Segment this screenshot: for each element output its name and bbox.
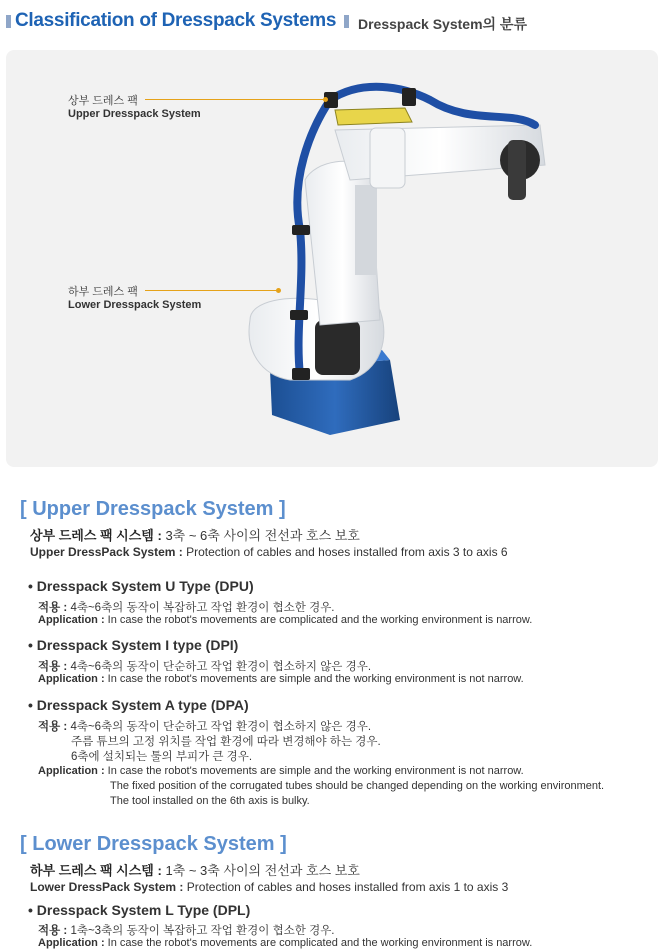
dpu-application-english: Application : In case the robot's movements are complicated and the working environment is narrow.	[38, 614, 533, 626]
lower-callout-leader-line	[145, 290, 278, 291]
lower-section-heading	[20, 833, 287, 856]
dpa-application-english-line-2: The fixed position of the corrugated tubes should be changed depending on the working environment.	[110, 780, 605, 792]
upper-section-heading	[20, 498, 286, 521]
dpi-application-english: Application : In case the robot's movements are simple and the working environment is not narrow.	[38, 673, 524, 685]
lower-summary-korean	[30, 860, 360, 879]
upper-heading-text: Upper Dresspack System	[32, 498, 274, 520]
dpu-title: • Dresspack System U Type (DPU)	[28, 578, 254, 594]
lower-heading-text: Lower Dresspack System	[32, 833, 275, 855]
upper-summary-korean-text: 3축 ~ 6축 사이의 전선과 호스 보호	[165, 528, 360, 543]
subtitle-accent-bar	[344, 15, 349, 28]
lower-callout-korean: 하부 드레스 팩	[68, 286, 138, 298]
upper-heading-bracket-open: [	[20, 498, 27, 520]
dpl-application-korean: 적용 : 1축~3축의 동작이 복잡하고 작업 환경이 협소한 경우.	[38, 925, 335, 937]
upper-callout-korean: 상부 드레스 팩	[68, 95, 138, 107]
upper-callout-english: Upper Dresspack System	[68, 108, 201, 120]
lower-summary-english	[30, 880, 508, 894]
upper-summary-english	[30, 545, 508, 559]
upper-summary-english-text: Protection of cables and hoses installed from axis 3 to axis 6	[186, 545, 508, 559]
lower-summary-korean-label: 하부 드레스 팩 시스템 :	[30, 863, 162, 878]
dpi-title: • Dresspack System I type (DPI)	[28, 637, 239, 653]
upper-summary-korean-label: 상부 드레스 팩 시스템 :	[30, 528, 162, 543]
lower-summary-english-label: Lower DressPack System :	[30, 880, 184, 894]
dpa-application-english-line-3: The tool installed on the 6th axis is bulky.	[110, 795, 310, 807]
lower-summary-english-text: Protection of cables and hoses installed from axis 1 to axis 3	[186, 880, 509, 894]
page-title: Classification of Dresspack Systems	[15, 10, 337, 31]
dpa-application-english: Application : In case the robot's movements are simple and the working environment is not narrow.	[38, 765, 524, 777]
upper-heading-bracket-close: ]	[279, 498, 286, 520]
dpa-application-korean-line-3: 6축에 설치되는 툴의 부피가 큰 경우.	[71, 751, 253, 763]
upper-summary-english-label: Upper DressPack System :	[30, 545, 183, 559]
upper-summary-korean	[30, 525, 360, 544]
header-accent-bar	[6, 15, 11, 28]
dpa-application-korean-line-2: 주름 튜브의 고정 위치를 작업 환경에 따라 변경해야 하는 경우.	[71, 736, 381, 748]
dpu-application-korean: 적용 : 4축~6축의 동작이 복잡하고 작업 환경이 협소한 경우.	[38, 602, 335, 614]
lower-heading-bracket-close: ]	[280, 833, 287, 855]
lower-summary-korean-text: 1축 ~ 3축 사이의 전선과 호스 보호	[165, 863, 360, 878]
dpl-application-english: Application : In case the robot's movements are complicated and the working environment is narrow.	[38, 937, 533, 949]
dpa-application-korean: 적용 : 4축~6축의 동작이 단순하고 작업 환경이 협소하지 않은 경우.	[38, 721, 372, 733]
upper-callout-dot	[323, 97, 328, 102]
robot-illustration	[230, 70, 560, 450]
lower-callout-english: Lower Dresspack System	[68, 299, 202, 311]
dpa-title: • Dresspack System A type (DPA)	[28, 697, 249, 713]
upper-callout-leader-line	[145, 99, 325, 100]
page-subtitle: Dresspack System의 분류	[358, 16, 527, 32]
lower-heading-bracket-open: [	[20, 833, 27, 855]
dpl-title: • Dresspack System L Type (DPL)	[28, 902, 251, 918]
dpi-application-korean: 적용 : 4축~6축의 동작이 단순하고 작업 환경이 협소하지 않은 경우.	[38, 661, 372, 673]
lower-callout-dot	[276, 288, 281, 293]
